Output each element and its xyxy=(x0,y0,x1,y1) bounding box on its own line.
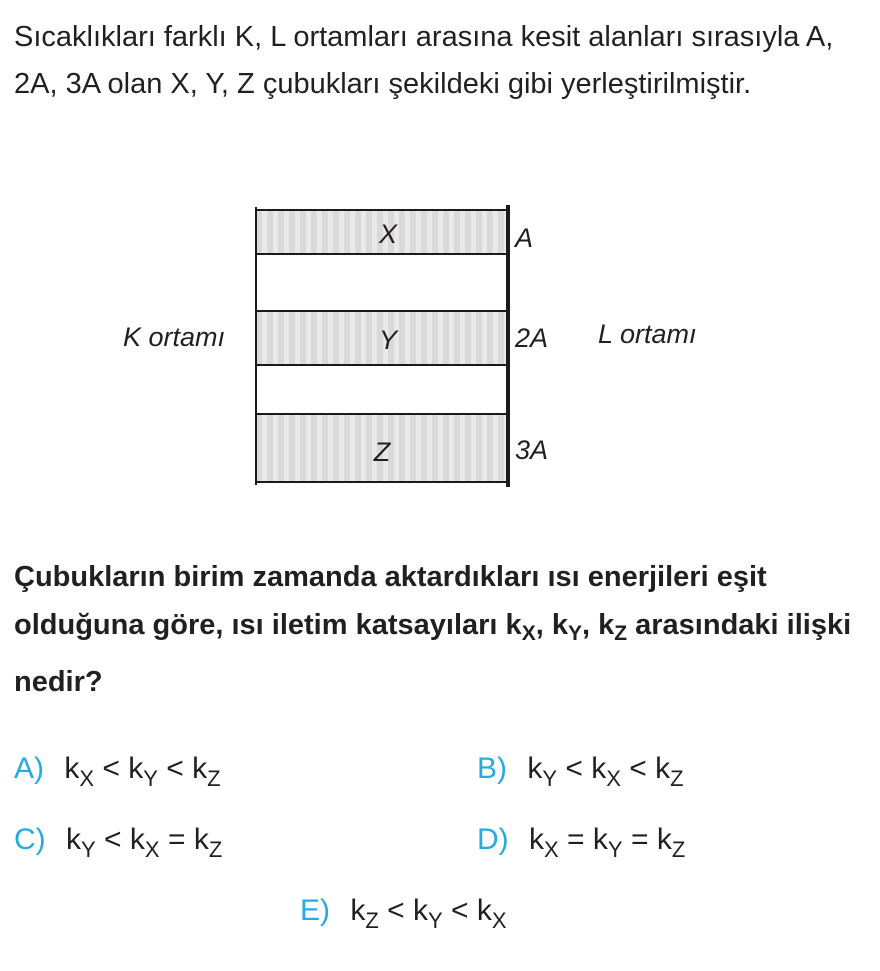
l-side-wall xyxy=(506,205,510,487)
k-y: $k_Y$ xyxy=(551,609,582,645)
rod-left-edge xyxy=(255,207,257,485)
option-d[interactable]: D) $k_X = k_Y = k_Z$ xyxy=(477,823,686,862)
question-body: Çubukların birim zamanda aktardıkları ısı enerjileri eşit olduğuna göre, ısı iletim katsayıları xyxy=(14,561,767,641)
rod-z-label: Z xyxy=(373,437,391,467)
intro-text: Sıcaklıkları farklı K, L ortamları arasına kesit alanları sırasıyla A, 2A, 3A olan X, Y, Z çubukları şekildeki gibi yerleştirilmiştir. xyxy=(14,21,834,100)
option-d-letter: D) xyxy=(477,823,509,856)
option-b[interactable]: B) $k_Y < k_X < k_Z$ xyxy=(477,752,684,791)
rod-x-area: A xyxy=(515,223,534,253)
k-medium-label: K ortamı xyxy=(123,322,226,352)
option-b-letter: B) xyxy=(477,752,507,785)
question-tail: arasındaki ilişki nedir? xyxy=(14,609,852,698)
option-a[interactable]: A) $k_X < k_Y < k_Z$ xyxy=(14,752,221,791)
option-e-letter: E) xyxy=(300,894,330,927)
rod-y-area: 2A xyxy=(515,323,549,353)
l-medium-label: L ortamı xyxy=(598,319,697,349)
k-z: $k_Z$ xyxy=(598,609,628,645)
option-c[interactable]: C) $k_Y < k_X = k_Z$ xyxy=(14,823,223,862)
rod-z-area: 3A xyxy=(515,435,549,465)
option-a-letter: A) xyxy=(14,752,44,785)
option-c-letter: C) xyxy=(14,823,46,856)
option-e[interactable]: E) $k_Z < k_Y < k_X$ xyxy=(300,894,507,933)
question-text: Çubukların birim zamanda aktardıkları ısı enerjileri eşit olduğuna göre, ısı iletim katsayıları $k_X$, $k_Y$, $k_Z$ arasındaki ilişki nedir? xyxy=(14,561,852,698)
k-x: $k_X$ xyxy=(505,609,536,645)
rod-x-label: X xyxy=(378,219,397,249)
rod-y-label: Y xyxy=(378,325,397,355)
